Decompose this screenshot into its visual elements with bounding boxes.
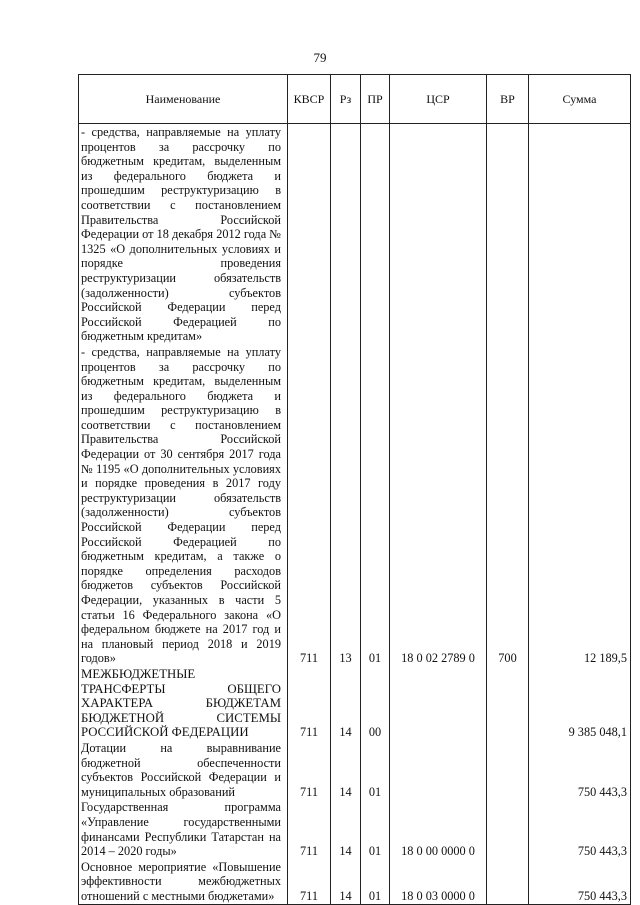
- row-vr: 700: [487, 345, 529, 667]
- column-header-rz: Рз: [331, 75, 361, 124]
- row-rz: 13: [331, 345, 361, 667]
- row-csr: [390, 124, 487, 345]
- row-rz: 14: [331, 800, 361, 859]
- row-sum: 750 443,3: [529, 860, 631, 905]
- row-name: - средства, направляемые на уплату процентов за рассрочку по бюджетным кредитам, выделенным из федерального бюджета и прошедшим реструктуризацию в соответствии с постановлением Правительства Российской Федерации от 30 сентября 2017 года № 1195 «О дополнительных условиях и порядке проведения в 2017 году реструктуризации обязательств (задолженности) субъектов Российской Федерации перед Российской Федерацией по бюджетным кредитам, а также о порядке определения расходов бюджетов субъектов Российской Федерации, указанных в части 5 статьи 16 Федерального закона «О федеральном бюджете на 2017 год и на плановый период 2018 и 2019 годов»: [79, 345, 288, 667]
- row-pr: [361, 124, 390, 345]
- table-row: [79, 667, 631, 741]
- table-row: [79, 124, 631, 345]
- row-vr: [487, 667, 529, 741]
- row-vr: [487, 860, 529, 905]
- column-header-name: Наименование: [79, 75, 288, 124]
- row-name: - средства, направляемые на уплату процентов за рассрочку по бюджетным кредитам, выделенным из федерального бюджета и прошедшим реструктуризацию в соответствии с постановлением Правительства Российской Федерации от 18 декабря 2012 года № 1325 «О дополнительных условиях и порядке проведения реструктуризации обязательств (задолженности) субъектов Российской Федерации перед Российской Федерацией по бюджетным кредитам»: [79, 124, 288, 345]
- row-rz: [331, 124, 361, 345]
- table-row: [79, 741, 631, 800]
- row-kvsr: 711: [288, 800, 331, 859]
- row-name: МЕЖБЮДЖЕТНЫЕ ТРАНСФЕРТЫ ОБЩЕГО ХАРАКТЕРА БЮДЖЕТАМ БЮДЖЕТНОЙ СИСТЕМЫ РОССИЙСКОЙ ФЕДЕРАЦИИ: [79, 667, 288, 741]
- row-csr: [390, 667, 487, 741]
- row-name: Основное мероприятие «Повышение эффективности межбюджетных отношений с местными бюджетами»: [79, 860, 288, 905]
- row-vr: [487, 741, 529, 800]
- row-pr: 01: [361, 860, 390, 905]
- row-kvsr: 711: [288, 860, 331, 905]
- column-header-csr: ЦСР: [390, 75, 487, 124]
- row-pr: 01: [361, 800, 390, 859]
- row-kvsr: [288, 124, 331, 345]
- budget-table: [78, 74, 631, 905]
- row-rz: 14: [331, 860, 361, 905]
- row-sum: 12 189,5: [529, 345, 631, 667]
- row-kvsr: 711: [288, 345, 331, 667]
- row-pr: 01: [361, 345, 390, 667]
- row-csr: 18 0 03 0000 0: [390, 860, 487, 905]
- row-pr: 00: [361, 667, 390, 741]
- table-row: [79, 345, 631, 667]
- row-rz: 14: [331, 741, 361, 800]
- page-number: 79: [313, 50, 327, 65]
- row-sum: 9 385 048,1: [529, 667, 631, 741]
- row-kvsr: 711: [288, 741, 331, 800]
- row-csr: 18 0 02 2789 0: [390, 345, 487, 667]
- row-name: Дотации на выравнивание бюджетной обеспеченности субъектов Российской Федерации и муниципальных образований: [79, 741, 288, 800]
- table-row: [79, 860, 631, 905]
- row-vr: [487, 800, 529, 859]
- row-vr: [487, 124, 529, 345]
- row-pr: 01: [361, 741, 390, 800]
- row-sum: 750 443,3: [529, 741, 631, 800]
- row-rz: 14: [331, 667, 361, 741]
- table-header-row: [79, 75, 631, 124]
- column-header-pr: ПР: [361, 75, 390, 124]
- column-header-kvsr: КВСР: [288, 75, 331, 124]
- row-sum: 750 443,3: [529, 800, 631, 859]
- row-name: Государственная программа «Управление государственными финансами Республики Татарстан на 2014 – 2020 годы»: [79, 800, 288, 859]
- table-row: [79, 800, 631, 859]
- row-sum: [529, 124, 631, 345]
- row-csr: [390, 741, 487, 800]
- row-kvsr: 711: [288, 667, 331, 741]
- column-header-sum: Сумма: [529, 75, 631, 124]
- column-header-vr: ВР: [487, 75, 529, 124]
- row-csr: 18 0 00 0000 0: [390, 800, 487, 859]
